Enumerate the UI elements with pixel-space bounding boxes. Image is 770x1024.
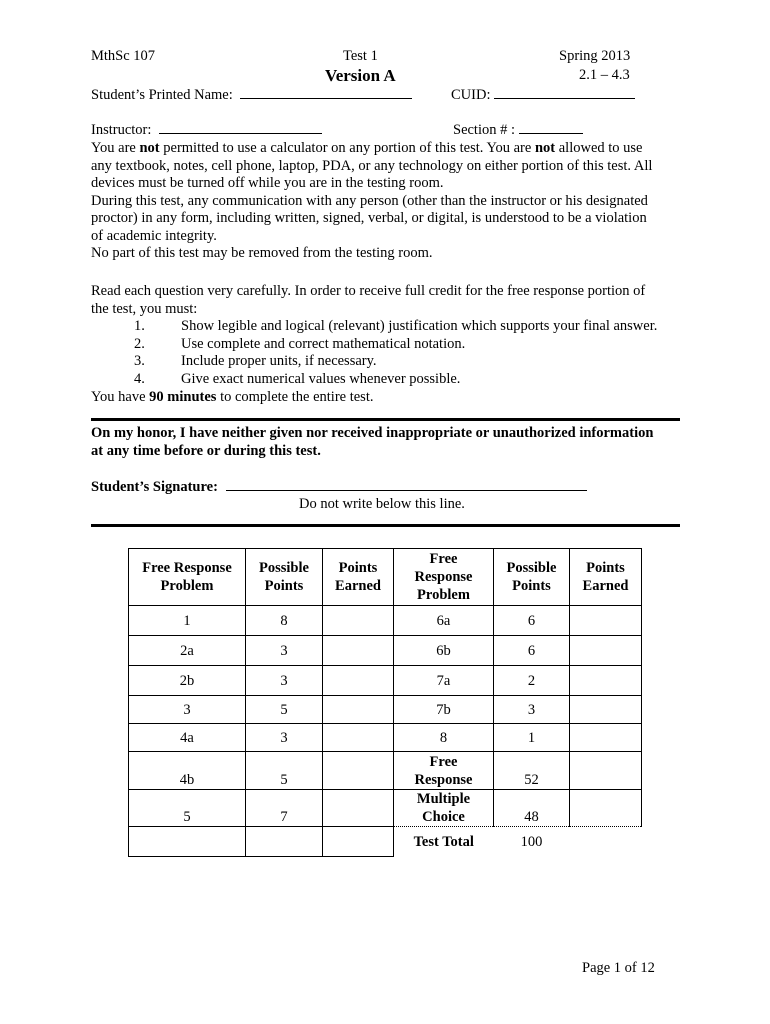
- version-title: Version A: [325, 66, 396, 85]
- rules-line-2: any textbook, notes, cell phone, laptop, PDA, or any technology on either portion of this test. All: [91, 157, 653, 174]
- student-name-blank[interactable]: [240, 98, 412, 99]
- table-row: [129, 666, 642, 696]
- header-fr-problem-2: Free Response Problem: [394, 549, 494, 606]
- header-possible-points: Possible Points: [246, 549, 323, 606]
- cell-earned[interactable]: [323, 724, 394, 752]
- cell-possible: 3: [246, 636, 323, 666]
- cell-possible: 5: [246, 752, 323, 790]
- cell-possible: 3: [494, 696, 570, 724]
- header-possible-points-2: Possible Points: [494, 549, 570, 606]
- signature-field[interactable]: [91, 479, 587, 496]
- rules-line-4: During this test, any communication with any person (other than the instructor or his designated: [91, 192, 648, 209]
- cell-earned[interactable]: [570, 790, 642, 827]
- signature-blank[interactable]: [226, 490, 587, 491]
- cell-possible: 7: [246, 790, 323, 827]
- cell-empty: [323, 827, 394, 857]
- cell-earned[interactable]: [323, 790, 394, 827]
- instructions-paragraph: [91, 283, 691, 318]
- cell-empty: [246, 827, 323, 857]
- cell-possible: 1: [494, 724, 570, 752]
- cell-possible: 3: [246, 666, 323, 696]
- table-row: [129, 636, 642, 666]
- sections-covered: 2.1 – 4.3: [579, 67, 630, 83]
- honor-statement: [91, 425, 691, 460]
- instructions-line-2: the test, you must:: [91, 300, 198, 317]
- section-label: Section # :: [453, 122, 516, 138]
- divider-bottom: [91, 524, 680, 527]
- table-header-row: [129, 549, 642, 606]
- honor-line-1: On my honor, I have neither given nor received inappropriate or unauthorized information: [91, 425, 654, 441]
- cell-problem: 2b: [129, 666, 246, 696]
- table-row: [129, 724, 642, 752]
- section-field[interactable]: [453, 122, 583, 139]
- cell-empty: [129, 827, 246, 857]
- cell-problem: 7b: [394, 696, 494, 724]
- cell-problem: 6b: [394, 636, 494, 666]
- divider-top: [91, 418, 680, 421]
- test-total-points: 100: [520, 833, 543, 850]
- table-row: [129, 752, 642, 790]
- cell-earned[interactable]: [570, 606, 642, 636]
- cell-earned[interactable]: [323, 606, 394, 636]
- do-not-write-note: Do not write below this line.: [299, 496, 465, 512]
- cuid-field[interactable]: [451, 87, 635, 104]
- cell-earned[interactable]: [570, 636, 642, 666]
- test-total-earned[interactable]: [570, 827, 642, 857]
- cell-possible: 6: [494, 606, 570, 636]
- rules-line-6: of academic integrity.: [91, 227, 217, 244]
- instructions-line-1: Read each question very carefully. In order to receive full credit for the free response portion of: [91, 283, 646, 299]
- test-name: Test 1: [343, 48, 378, 64]
- table-row: [129, 696, 642, 724]
- cell-earned[interactable]: [570, 696, 642, 724]
- cell-possible: 5: [246, 696, 323, 724]
- cell-possible: 52: [494, 752, 570, 790]
- page-number: Page 1 of 12: [582, 960, 655, 976]
- cell-problem: 3: [129, 696, 246, 724]
- cell-problem: 2a: [129, 636, 246, 666]
- header-fr-problem: Free Response Problem: [129, 549, 246, 606]
- cell-possible: 3: [246, 724, 323, 752]
- cell-earned[interactable]: [570, 752, 642, 790]
- header-points-earned: Points Earned: [323, 549, 394, 606]
- cell-problem: 4a: [129, 724, 246, 752]
- test-total-label: Test Total: [413, 833, 474, 850]
- instructor-blank[interactable]: [159, 133, 322, 134]
- student-name-field[interactable]: [91, 87, 412, 104]
- cuid-label: CUID:: [451, 87, 491, 103]
- rules-line-5: proctor) in any form, including written, signed, verbal, or digital, is understood to be a violation: [91, 210, 647, 226]
- term: Spring 2013: [559, 48, 631, 64]
- time-limit: You have 90 minutes to complete the entire test.: [91, 389, 374, 405]
- cell-problem: 6a: [394, 606, 494, 636]
- instructor-label: Instructor:: [91, 122, 152, 138]
- rules-paragraph: [91, 140, 691, 263]
- cell-earned[interactable]: [323, 666, 394, 696]
- rules-line-7: No part of this test may be removed from the testing room.: [91, 245, 433, 261]
- cell-earned[interactable]: [323, 696, 394, 724]
- cell-earned[interactable]: [323, 636, 394, 666]
- cell-multiple-choice-label: Multiple Choice: [394, 790, 494, 827]
- course-name: MthSc 107: [91, 48, 156, 64]
- score-table: [128, 548, 642, 857]
- cell-possible: 48: [494, 790, 570, 827]
- cell-earned[interactable]: [570, 724, 642, 752]
- cell-problem: 1: [129, 606, 246, 636]
- student-name-label: Student’s Printed Name:: [91, 87, 233, 103]
- cell-earned[interactable]: [570, 666, 642, 696]
- table-row: [129, 606, 642, 636]
- rules-line-1: You are not permitted to use a calculator on any portion of this test. You are not allowed to use: [91, 140, 643, 156]
- cell-problem: 8: [394, 724, 494, 752]
- table-row: [129, 827, 642, 857]
- honor-line-2: at any time before or during this test.: [91, 442, 321, 459]
- cell-problem: 4b: [129, 752, 246, 790]
- cuid-blank[interactable]: [494, 98, 635, 99]
- instructor-field[interactable]: [91, 122, 322, 139]
- cell-free-response-subtotal-label: Free Response: [394, 752, 494, 790]
- section-blank[interactable]: [519, 133, 583, 134]
- cell-problem: 5: [129, 790, 246, 827]
- cell-problem: 7a: [394, 666, 494, 696]
- signature-label: Student’s Signature:: [91, 479, 218, 495]
- cell-possible: 8: [246, 606, 323, 636]
- rules-line-3: devices must be turned off while you are in the testing room.: [91, 175, 444, 191]
- table-row: [129, 790, 642, 827]
- header-points-earned-2: Points Earned: [570, 549, 642, 606]
- cell-possible: 2: [494, 666, 570, 696]
- cell-possible: 6: [494, 636, 570, 666]
- cell-earned[interactable]: [323, 752, 394, 790]
